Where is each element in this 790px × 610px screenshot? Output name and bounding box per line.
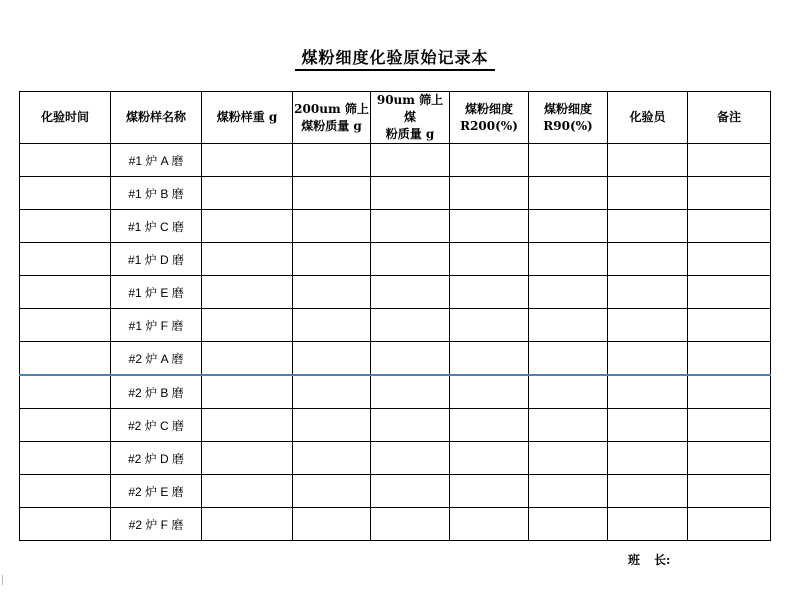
entry-cell[interactable] [450,442,529,475]
column-header [202,92,293,144]
entry-cell[interactable] [529,144,608,177]
sample-name-cell [111,276,202,309]
entry-cell[interactable] [688,309,771,342]
entry-cell[interactable] [371,375,450,409]
sample-name: #2 炉 D 磨 [127,451,185,466]
entry-cell[interactable] [688,210,771,243]
entry-cell[interactable] [293,475,371,508]
entry-cell[interactable] [688,144,771,177]
table-body [20,144,771,541]
entry-cell[interactable] [688,243,771,276]
entry-cell[interactable] [293,442,371,475]
sample-name-cell [111,144,202,177]
footer-label-a: 班 [628,553,641,567]
column-header-line: 煤粉质量 g [301,118,362,133]
column-header-line: R90(%) [543,118,593,133]
sample-name: #2 炉 A 磨 [128,351,184,366]
entry-cell[interactable] [608,309,688,342]
entry-cell[interactable] [529,210,608,243]
column-header-line: 煤粉样名称 [125,110,186,124]
table-row [20,442,771,475]
entry-cell[interactable] [20,309,111,342]
column-header-line: 化验时间 [40,110,89,124]
sample-name: #1 炉 B 磨 [128,186,184,201]
entry-cell[interactable] [20,508,111,541]
column-header [293,92,371,144]
sample-name: #2 炉 B 磨 [128,385,184,400]
entry-cell[interactable] [608,375,688,409]
entry-cell[interactable] [450,144,529,177]
entry-cell[interactable] [293,144,371,177]
entry-cell[interactable] [450,409,529,442]
sample-name: #2 炉 E 磨 [128,484,184,499]
entry-cell[interactable] [20,144,111,177]
column-header-line: 煤粉样重 g [216,110,278,124]
entry-cell[interactable] [293,342,371,376]
page-title: 煤粉细度化验原始记录本 [295,48,494,71]
column-header [371,92,450,144]
entry-cell[interactable] [608,508,688,541]
entry-cell[interactable] [608,177,688,210]
sample-name: #1 炉 D 磨 [127,252,185,267]
header-row [20,92,771,144]
entry-cell[interactable] [608,475,688,508]
table-row [20,276,771,309]
footer-signature [628,551,670,568]
entry-cell[interactable] [371,243,450,276]
column-header-line: 粉质量 g [385,127,435,141]
table-row [20,210,771,243]
entry-cell[interactable] [688,375,771,409]
sample-name-cell [111,442,202,475]
entry-cell[interactable] [450,508,529,541]
entry-cell[interactable] [371,409,450,442]
entry-cell[interactable] [371,342,450,376]
column-header-line: 200um 筛上 [294,101,369,116]
column-header-line: 煤粉细度 [543,101,592,116]
sample-name: #1 炉 F 磨 [128,318,184,333]
entry-cell[interactable] [608,409,688,442]
entry-cell[interactable] [371,177,450,210]
entry-cell[interactable] [529,442,608,475]
entry-cell[interactable] [688,475,771,508]
column-header-line: 化验员 [629,110,666,124]
entry-cell[interactable] [293,309,371,342]
entry-cell[interactable] [450,243,529,276]
entry-cell[interactable] [450,210,529,243]
column-header [111,92,202,144]
table-row [20,309,771,342]
entry-cell[interactable] [202,508,293,541]
table-row [20,144,771,177]
entry-cell[interactable] [20,177,111,210]
entry-cell[interactable] [202,442,293,475]
column-header-line: 备注 [716,110,741,124]
entry-cell[interactable] [450,177,529,210]
entry-cell[interactable] [529,508,608,541]
sample-name-cell [111,210,202,243]
table-row [20,508,771,541]
entry-cell[interactable] [608,342,688,376]
table-row [20,375,771,409]
entry-cell[interactable] [371,508,450,541]
sample-name: #2 炉 F 磨 [128,517,184,532]
column-header [688,92,771,144]
entry-cell[interactable] [688,508,771,541]
entry-cell[interactable] [529,475,608,508]
entry-cell[interactable] [450,309,529,342]
entry-cell[interactable] [529,276,608,309]
entry-cell[interactable] [20,475,111,508]
entry-cell[interactable] [529,177,608,210]
column-header-line: 90um 筛上煤 [376,93,444,124]
entry-cell[interactable] [293,276,371,309]
edge-mark [2,575,3,585]
sample-name: #1 炉 A 磨 [128,153,184,168]
footer-label-b: 长: [654,553,671,567]
sample-name-cell [111,475,202,508]
entry-cell[interactable] [293,375,371,409]
entry-cell[interactable] [20,409,111,442]
entry-cell[interactable] [688,342,771,376]
entry-cell[interactable] [608,243,688,276]
sample-name-cell [111,309,202,342]
entry-cell[interactable] [20,243,111,276]
table-row [20,243,771,276]
table-row [20,409,771,442]
entry-cell[interactable] [688,276,771,309]
entry-cell[interactable] [608,442,688,475]
sample-name-cell [111,177,202,210]
entry-cell[interactable] [450,375,529,409]
entry-cell[interactable] [529,342,608,376]
entry-cell[interactable] [529,375,608,409]
entry-cell[interactable] [371,276,450,309]
entry-cell[interactable] [202,276,293,309]
column-header-line: R200(%) [460,118,518,133]
column-header [529,92,608,144]
entry-cell[interactable] [371,309,450,342]
entry-cell[interactable] [20,342,111,376]
entry-cell[interactable] [688,177,771,210]
column-header [608,92,688,144]
entry-cell[interactable] [202,409,293,442]
entry-cell[interactable] [371,210,450,243]
sample-name: #1 炉 C 磨 [127,219,185,234]
table-row [20,177,771,210]
entry-cell[interactable] [293,243,371,276]
entry-cell[interactable] [293,409,371,442]
entry-cell[interactable] [20,210,111,243]
entry-cell[interactable] [450,276,529,309]
entry-cell[interactable] [529,309,608,342]
entry-cell[interactable] [293,177,371,210]
column-header [450,92,529,144]
entry-cell[interactable] [529,243,608,276]
sample-name-cell [111,508,202,541]
table-row [20,475,771,508]
entry-cell[interactable] [202,309,293,342]
sample-name-cell [111,375,202,409]
sample-name-cell [111,342,202,376]
entry-cell[interactable] [20,375,111,409]
entry-cell[interactable] [293,210,371,243]
entry-cell[interactable] [202,144,293,177]
entry-cell[interactable] [450,475,529,508]
entry-cell[interactable] [202,243,293,276]
entry-cell[interactable] [20,442,111,475]
sample-name: #2 炉 C 磨 [127,418,185,433]
sample-name-cell [111,409,202,442]
sample-name: #1 炉 E 磨 [128,285,184,300]
record-table [19,91,771,541]
sample-name-cell [111,243,202,276]
column-header [20,92,111,144]
column-header-line: 煤粉细度 [464,101,513,116]
entry-cell[interactable] [371,144,450,177]
entry-cell[interactable] [202,177,293,210]
entry-cell[interactable] [202,342,293,376]
entry-cell[interactable] [450,342,529,376]
entry-cell[interactable] [608,276,688,309]
entry-cell[interactable] [202,375,293,409]
entry-cell[interactable] [371,442,450,475]
entry-cell[interactable] [371,475,450,508]
title-wrap [0,48,790,71]
entry-cell[interactable] [20,276,111,309]
entry-cell[interactable] [688,442,771,475]
entry-cell[interactable] [688,409,771,442]
entry-cell[interactable] [293,508,371,541]
entry-cell[interactable] [202,210,293,243]
entry-cell[interactable] [608,144,688,177]
entry-cell[interactable] [608,210,688,243]
entry-cell[interactable] [202,475,293,508]
entry-cell[interactable] [529,409,608,442]
table-row [20,342,771,376]
